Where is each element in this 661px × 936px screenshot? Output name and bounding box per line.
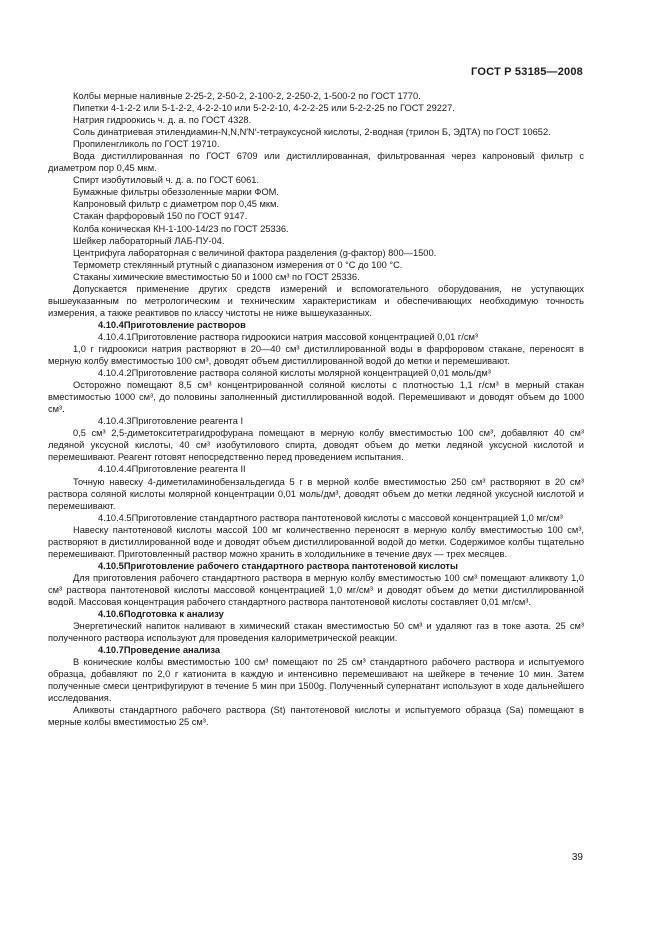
paragraph-text: Подготовка к анализу <box>123 609 224 620</box>
section-number: 4.10.4.2 <box>98 368 132 379</box>
section-heading <box>48 415 584 427</box>
paragraph <box>48 259 584 271</box>
paragraph <box>48 102 584 114</box>
paragraph <box>48 343 584 367</box>
paragraph-text: Колбы мерные наливные 2-25-2, 2-50-2, 2-100-2, 2-250-2, 1-500-2 по ГОСТ 1770. <box>73 91 421 101</box>
section-heading <box>48 463 584 475</box>
paragraph-text: Приготовление рабочего стандартного раствора пантотеновой кислоты <box>123 560 458 571</box>
paragraph <box>48 704 584 728</box>
paragraph-text: Шейкер лабораторный ЛАБ-ПУ-04. <box>73 235 225 246</box>
standard-header: ГОСТ Р 53185—2008 <box>471 66 583 78</box>
section-heading <box>48 512 584 524</box>
paragraph <box>48 126 584 138</box>
paragraph-text: Для приготовления рабочего стандартного раствора в мерную колбу вместимостью 100 см³ помещают аликвоту 1,0 см³ раствора пантотеновой кислоты массовой концентрацией 1,0 мг/см³ и доводят объем до метки дистиллированной водой. Массовая концентрация рабочего стандартного раствора пантотеновой кислоты составляет 0,01 мг/см³. <box>48 572 584 607</box>
section-heading <box>48 644 584 656</box>
paragraph-text: Приготовление растворов <box>123 319 246 330</box>
section-number: 4.10.4.4 <box>98 464 132 475</box>
section-heading <box>48 608 584 620</box>
paragraph-text: Центрифуга лабораторная с величиной фактора разделения (g-фактор) 800—1500. <box>73 247 437 258</box>
paragraph-text: 1,0 г гидроокиси натрия растворяют в 20—40 см³ дистиллированной воды в фарфоровом стакане, переносят в мерную колбу вместимостью 100 см³, доводят объем дистиллированной водой до метки и перемешивают. <box>48 343 584 367</box>
paragraph-text: Приготовление раствора гидроокиси натрия массовой концентрацией 0,01 г/см³ <box>131 331 479 342</box>
paragraph <box>48 235 584 247</box>
paragraph <box>48 524 584 560</box>
section-heading <box>48 319 584 331</box>
paragraph <box>48 427 584 463</box>
paragraph-text: Стакан фарфоровый 150 по ГОСТ 9147. <box>73 211 248 222</box>
paragraph-text: Допускается применение других средств измерений и вспомогательного оборудования, не уступающих вышеуказанным по метрологическим и техническим характеристикам и обеспечивающих необходимую точность измерения, а также реактивов по классу чистоты не ниже вышеуказанных. <box>48 283 584 318</box>
paragraph <box>48 656 584 704</box>
paragraph-text: Навеску пантотеновой кислоты массой 100 мг количественно переносят в мерную колбу вместимостью 100 см³, растворяют в дистиллированной воде и доводят объем дистиллированной водой до метки. Содержимое колбы тщательно перемешивают. Приготовленный раствор можно хранить в холодильнике в течение двух — трех месяцев. <box>48 524 584 559</box>
paragraph-text: Точную навеску 4-диметиламинобензальдегида 5 г в мерной колбе вместимостью 250 см³ растворяют в 20 см³ раствора соляной кислоты молярной концентрации 0,01 моль/дм³, доводят объем до метки ледяной уксусной кислотой и перемешивают. <box>48 476 584 511</box>
paragraph <box>48 198 584 210</box>
paragraph-text: Натрия гидроокись ч. д. а. по ГОСТ 4328. <box>73 115 252 126</box>
section-number: 4.10.4.1 <box>98 331 132 342</box>
paragraph-text: Пипетки 4-1-2-2 или 5-1-2-2, 4-2-2-10 или 5-2-2-10, 4-2-2-25 или 5-2-2-25 по ГОСТ 29227. <box>73 103 455 114</box>
paragraph-text: Пропиленгликоль по ГОСТ 19710. <box>73 139 220 150</box>
paragraph-text: Приготовление реагента I <box>131 416 244 427</box>
paragraph-text: Энергетический напиток наливают в химический стакан вместимостью 50 см³ и удаляют газ в токе азота. 25 см³ полученного раствора используют для проведения калориметрической реакции. <box>48 621 584 644</box>
paragraph-text: Капроновый фильтр с диаметром пор 0,45 мкм. <box>73 199 279 210</box>
section-heading <box>48 367 584 379</box>
page-number: 39 <box>571 852 583 863</box>
paragraph-text: Соль динатриевая этилендиамин-N,N,N′N′-тетрауксусной кислоты, 2-водная (трилон Б, ЭДТА) по ГОСТ 10652. <box>73 127 551 138</box>
paragraph <box>48 379 584 415</box>
paragraph-text: В конические колбы вместимостью 100 см³ помещают по 25 см³ стандартного рабочего раствора и испытуемого образца, добавляют по 2,0 г катионита в каждую и интенсивно перемешивают на шейкере в течение 10 мин. Затем полученные смеси центрифугируют в течение 5 мин при 1500g. Полученный супернатант используют в ходе дальнейшего исследования. <box>48 657 584 704</box>
paragraph <box>48 150 584 174</box>
paragraph <box>48 476 584 512</box>
paragraph-text: Приготовление стандартного раствора пантотеновой кислоты с массовой концентрацией 1,0 мг/см³ <box>131 512 563 523</box>
paragraph <box>48 186 584 198</box>
section-heading <box>48 560 584 572</box>
paragraph-text: Термометр стеклянный ртутный с диапазоном измерения от 0 °С до 100 °С. <box>73 259 403 270</box>
section-number: 4.10.6 <box>98 609 124 620</box>
paragraph <box>48 210 584 222</box>
section-number: 4.10.4 <box>98 319 124 330</box>
paragraph-text: Колба коническая КН-1-100-14/23 по ГОСТ 25336. <box>73 223 289 234</box>
paragraph <box>48 114 584 126</box>
paragraph <box>48 174 584 186</box>
paragraph <box>48 223 584 235</box>
document-body <box>48 90 584 728</box>
paragraph-text: Осторожно помещают 8,5 см³ концентрированной соляной кислоты с плотностью 1,1 г/см³ в мерный стакан вместимостью 1000 см³, до половины заполненный дистиллированной водой. Перемешивают и доводят объем до 1000 см³. <box>48 380 584 415</box>
paragraph-text: Стаканы химические вместимостью 50 и 1000 см³ по ГОСТ 25336. <box>73 271 360 282</box>
paragraph <box>48 620 584 644</box>
paragraph-text: 0,5 см³ 2,5-диметокситетрагидрофурана помещают в мерную колбу вместимостью 100 см³, добавляют 40 см³ ледяной уксусной кислоты, 40 см³ изобутилового спирта, доводят объем до метки ледяной уксусной кислотой и перемешивают. Реагент готовят непосредственно перед проведением испытания. <box>48 428 584 463</box>
paragraph-text: Приготовление раствора соляной кислоты молярной концентрацией 0,01 моль/дм³ <box>131 368 491 379</box>
paragraph-text: Приготовление реагента II <box>131 464 246 475</box>
paragraph-text: Аликвоты стандартного рабочего раствора (St) пантотеновой кислоты и испытуемого образца (Sa) помещают в мерные колбы вместимостью 25 см³. <box>48 705 584 728</box>
paragraph <box>48 572 584 608</box>
section-number: 4.10.4.3 <box>98 416 132 427</box>
section-heading <box>48 331 584 343</box>
paragraph <box>48 138 584 150</box>
paragraph-text: Вода дистиллированная по ГОСТ 6709 или дистиллированная, фильтрованная через капроновый фильтр с диаметром пор 0,45 мкм. <box>48 151 584 174</box>
section-number: 4.10.4.5 <box>98 512 132 523</box>
paragraph-text: Проведение анализа <box>123 645 221 656</box>
section-number: 4.10.7 <box>98 645 124 656</box>
paragraph-text: Спирт изобутиловый ч. д. а. по ГОСТ 6061. <box>73 175 259 186</box>
paragraph <box>48 271 584 283</box>
section-number: 4.10.5 <box>98 560 124 571</box>
paragraph-text: Бумажные фильтры обеззоленные марки ФОМ. <box>73 187 280 198</box>
paragraph <box>48 283 584 319</box>
paragraph <box>48 90 584 102</box>
paragraph <box>48 247 584 259</box>
